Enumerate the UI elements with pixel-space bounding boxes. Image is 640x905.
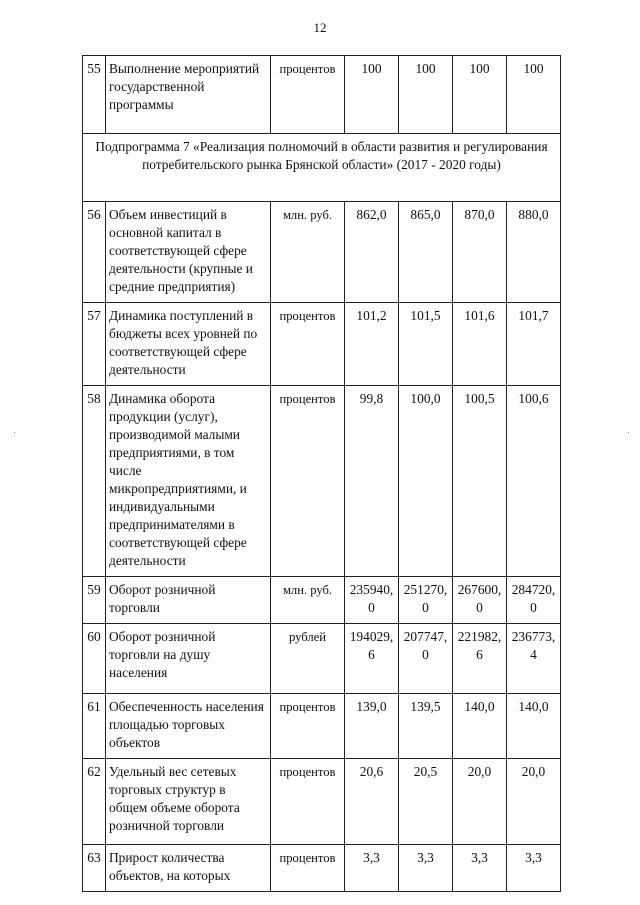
value-2019-cell: 3,3 [453, 845, 507, 892]
value-2020-cell: 3,3 [507, 845, 561, 892]
row-number-cell: 57 [83, 303, 106, 386]
unit-cell: млн. руб. [271, 577, 345, 624]
value-2019-cell: 267600,0 [453, 577, 507, 624]
indicator-name-cell: Оборот розничной торговли [106, 577, 271, 624]
indicator-name-cell: Обеспеченность населения площадью торговых объектов [106, 694, 271, 759]
table-row [83, 845, 561, 892]
table-body [83, 56, 561, 892]
table-row [83, 202, 561, 303]
value-2020-cell: 20,0 [507, 759, 561, 845]
value-2019-cell: 221982,6 [453, 624, 507, 694]
row-number-cell: 56 [83, 202, 106, 303]
scan-dot-left [14, 432, 15, 433]
row-number-cell: 61 [83, 694, 106, 759]
row-number-cell: 59 [83, 577, 106, 624]
indicator-name-cell: Удельный вес сетевых торговых структур в общем объеме оборота розничной торговли [106, 759, 271, 845]
indicator-name-cell: Объем инвестиций в основной капитал в соответствующей сфере деятельности (крупные и средние предприятия) [106, 202, 271, 303]
table-row [83, 56, 561, 134]
value-2017-cell: 862,0 [345, 202, 399, 303]
value-2020-cell: 140,0 [507, 694, 561, 759]
value-2019-cell: 101,6 [453, 303, 507, 386]
value-2018-cell: 251270,0 [399, 577, 453, 624]
indicator-name-cell: Оборот розничной торговли на душу населения [106, 624, 271, 694]
page-number: 12 [313, 20, 327, 35]
value-2019-cell: 140,0 [453, 694, 507, 759]
row-number-cell: 55 [83, 56, 106, 134]
value-2017-cell: 194029,6 [345, 624, 399, 694]
indicators-table [82, 55, 561, 892]
indicator-name-cell: Прирост количества объектов, на которых [106, 845, 271, 892]
indicator-name-cell: Динамика оборота продукции (услуг), производимой малыми предприятиями, в том числе микропредприятиями, и индивидуальными предпринимателями в соответствующей сфере деятельности [106, 386, 271, 577]
unit-cell: млн. руб. [271, 202, 345, 303]
unit-cell: процентов [271, 845, 345, 892]
table-row [83, 303, 561, 386]
value-2018-cell: 139,5 [399, 694, 453, 759]
table-row [83, 694, 561, 759]
table-row [83, 577, 561, 624]
value-2020-cell: 880,0 [507, 202, 561, 303]
value-2017-cell: 235940,0 [345, 577, 399, 624]
value-2020-cell: 236773,4 [507, 624, 561, 694]
value-2018-cell: 101,5 [399, 303, 453, 386]
value-2017-cell: 101,2 [345, 303, 399, 386]
table-row [83, 759, 561, 845]
row-number-cell: 62 [83, 759, 106, 845]
scan-dot-right [628, 432, 629, 433]
subprogram-title: Подпрограмма 7 «Реализация полномочий в области развития и регулирования потребительского рынка Брянской области» (2017 - 2020 годы) [83, 134, 561, 202]
value-2020-cell: 100 [507, 56, 561, 134]
value-2020-cell: 101,7 [507, 303, 561, 386]
value-2017-cell: 99,8 [345, 386, 399, 577]
row-number-cell: 60 [83, 624, 106, 694]
section-header-row [83, 134, 561, 202]
value-2020-cell: 100,6 [507, 386, 561, 577]
unit-cell: процентов [271, 303, 345, 386]
indicator-name-cell: Динамика поступлений в бюджеты всех уровней по соответствующей сфере деятельности [106, 303, 271, 386]
value-2018-cell: 865,0 [399, 202, 453, 303]
value-2019-cell: 100,5 [453, 386, 507, 577]
unit-cell: рублей [271, 624, 345, 694]
value-2018-cell: 207747,0 [399, 624, 453, 694]
indicator-name-cell: Выполнение мероприятий государственной программы [106, 56, 271, 134]
value-2017-cell: 3,3 [345, 845, 399, 892]
row-number-cell: 58 [83, 386, 106, 577]
value-2018-cell: 3,3 [399, 845, 453, 892]
unit-cell: процентов [271, 759, 345, 845]
value-2018-cell: 100,0 [399, 386, 453, 577]
value-2019-cell: 20,0 [453, 759, 507, 845]
value-2017-cell: 139,0 [345, 694, 399, 759]
value-2020-cell: 284720,0 [507, 577, 561, 624]
unit-cell: процентов [271, 386, 345, 577]
value-2018-cell: 20,5 [399, 759, 453, 845]
table-row [83, 386, 561, 577]
value-2017-cell: 100 [345, 56, 399, 134]
unit-cell: процентов [271, 694, 345, 759]
row-number-cell: 63 [83, 845, 106, 892]
value-2019-cell: 100 [453, 56, 507, 134]
value-2017-cell: 20,6 [345, 759, 399, 845]
value-2019-cell: 870,0 [453, 202, 507, 303]
table-row [83, 624, 561, 694]
unit-cell: процентов [271, 56, 345, 134]
value-2018-cell: 100 [399, 56, 453, 134]
